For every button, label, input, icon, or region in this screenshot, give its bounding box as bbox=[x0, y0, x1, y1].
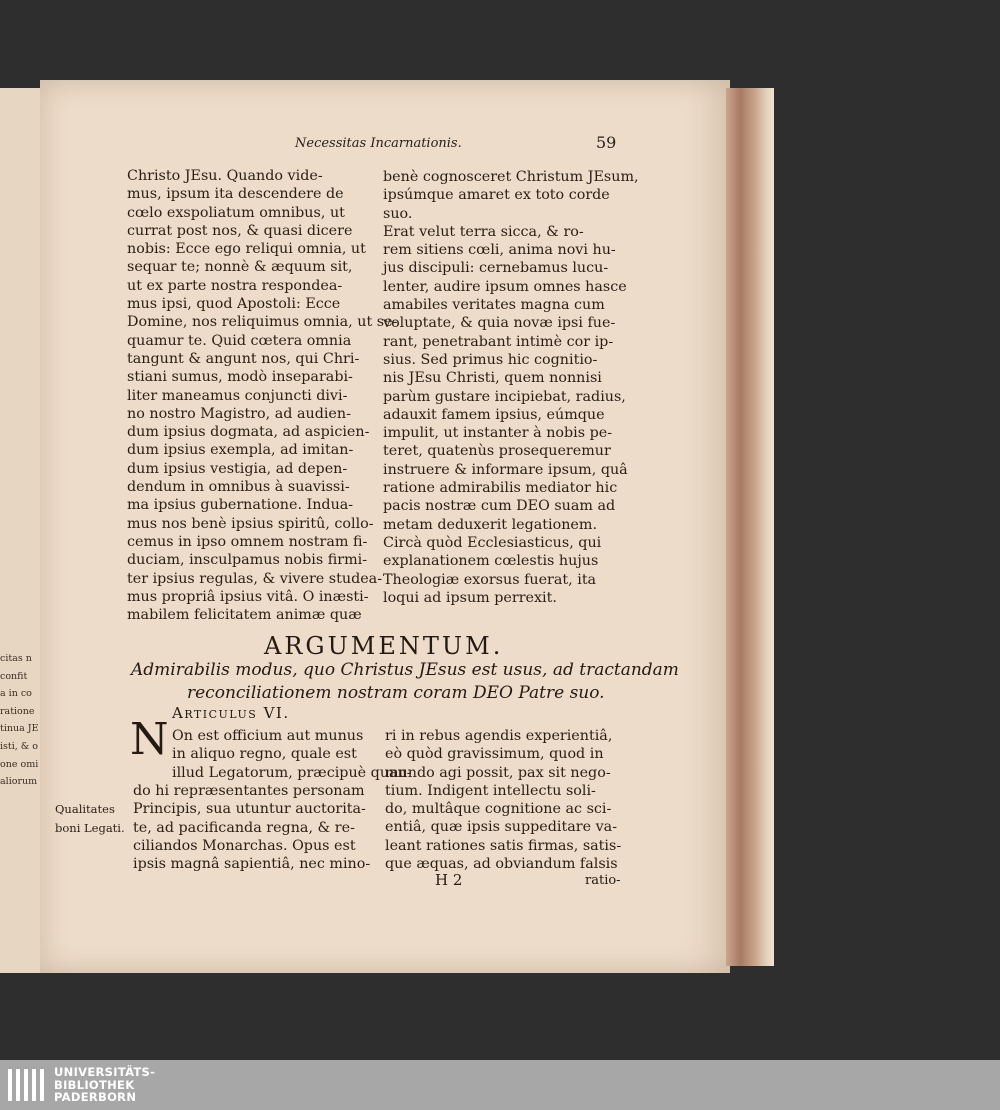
text-line: duciam, insculpamus nobis firmi- bbox=[127, 552, 368, 569]
library-line-2: BIBLIOTHEK bbox=[54, 1077, 135, 1092]
text-line: tium. Indigent intellectu soli- bbox=[385, 782, 596, 799]
text-line: eò quòd gravissimum, quod in bbox=[385, 746, 604, 763]
left-fragment-line: confit bbox=[0, 670, 28, 682]
text-line: liter maneamus conjuncti divi- bbox=[127, 387, 348, 404]
text-line: do hi repræsentantes personam bbox=[133, 783, 365, 799]
running-title: Necessitas Incarnationis. bbox=[295, 136, 462, 151]
text-line: ma ipsius gubernatione. Indua- bbox=[127, 497, 354, 514]
library-line-3: PADERBORN bbox=[54, 1090, 137, 1104]
text-line: ciliandos Monarchas. Opus est bbox=[133, 837, 356, 854]
text-line: mus, ipsum ita descendere de bbox=[127, 186, 344, 203]
text-line: Erat velut terra sicca, & ro- bbox=[383, 223, 584, 240]
library-line-1: UNIVERSITÄTS- bbox=[54, 1065, 156, 1079]
text-line: voluptate, & quia novæ ipsi fue- bbox=[383, 315, 616, 332]
text-line: in aliquo regno, quale est bbox=[172, 746, 357, 763]
text-line: Circà quòd Ecclesiasticus, qui bbox=[383, 534, 602, 551]
text-line: loqui ad ipsum perrexit. bbox=[383, 589, 557, 606]
text-line: cemus in ipso omnem nostram fi- bbox=[127, 533, 368, 550]
text-line: mus propriâ ipsius vitâ. O inæsti- bbox=[127, 588, 369, 605]
text-line: rem sitiens cœli, anima novi hu- bbox=[383, 242, 616, 259]
text-line: pacis nostræ cum DEO suam ad bbox=[383, 498, 616, 515]
text-line: sius. Sed primus hic cognitio- bbox=[383, 351, 598, 368]
text-line: parùm gustare incipiebat, radius, bbox=[383, 388, 626, 405]
text-line: explanationem cœlestis hujus bbox=[383, 553, 599, 570]
text-line: ut ex parte nostra respondea- bbox=[127, 277, 343, 294]
text-line: entiâ, quæ ipsis suppeditare va- bbox=[385, 819, 618, 836]
text-line: Theologiæ exorsus fuerat, ita bbox=[383, 571, 597, 588]
text-line: dum ipsius exempla, ad imitan- bbox=[127, 442, 354, 459]
text-line: mundo agi possit, pax sit nego- bbox=[385, 764, 611, 781]
text-line: stiani sumus, modò inseparabi- bbox=[127, 369, 353, 386]
text-line: mus ipsi, quod Apostoli: Ecce bbox=[127, 296, 341, 313]
argumentum-heading: ARGUMENTUM. bbox=[264, 632, 504, 660]
text-line: ratione admirabilis mediator hic bbox=[383, 480, 618, 497]
text-line: amabiles veritates magna cum bbox=[383, 297, 605, 314]
text-line: dendum in omnibus à suavissi- bbox=[127, 479, 350, 496]
text-line: suo. bbox=[383, 205, 413, 222]
text-line: tangunt & angunt nos, qui Chri- bbox=[127, 350, 360, 367]
article-column-left-top bbox=[172, 727, 412, 782]
page-edge bbox=[726, 88, 774, 966]
left-page-fragments bbox=[0, 650, 39, 791]
text-line: adauxit famem ipsius, eúmque bbox=[383, 406, 605, 423]
text-line: te, ad pacificanda regna, & re- bbox=[133, 819, 355, 836]
left-fragment-line: aliorum bbox=[0, 776, 38, 788]
text-line: ri in rebus agendis experientiâ, bbox=[385, 728, 613, 744]
text-line: Principis, sua utuntur auctorita- bbox=[133, 801, 366, 818]
text-line: illud Legatorum, præcipuè quan- bbox=[172, 764, 412, 781]
article-column-left bbox=[133, 782, 373, 873]
text-line: teret, quatenùs prosequeremur bbox=[383, 443, 611, 460]
text-line: Christo JEsu. Quando vide- bbox=[127, 168, 323, 184]
left-fragment-line: one omi bbox=[0, 758, 39, 770]
signature-mark: H 2 bbox=[435, 871, 463, 889]
left-fragment-line: citas n bbox=[0, 653, 32, 664]
library-footer-bar bbox=[0, 1060, 1000, 1110]
left-fragment-line: ratione bbox=[0, 705, 35, 717]
text-line: leant rationes satis firmas, satis- bbox=[385, 837, 622, 854]
text-line: impulit, ut instanter à nobis pe- bbox=[383, 425, 613, 442]
text-line: que æquas, ad obviandum falsis bbox=[385, 856, 618, 873]
margin-note-line: Qualitates bbox=[55, 802, 115, 816]
text-line: jus discipuli: cernebamus lucu- bbox=[383, 260, 609, 277]
text-line: rant, penetrabant intimè cor ip- bbox=[383, 333, 614, 350]
text-line: ter ipsius regulas, & vivere studea- bbox=[127, 570, 383, 587]
left-fragment-line: a in co bbox=[0, 688, 32, 700]
text-line: do, multâque cognitione ac sci- bbox=[385, 801, 612, 818]
text-line: Domine, nos reliquimus omnia, ut se- bbox=[127, 314, 398, 331]
text-line: benè cognosceret Christum JEsum, bbox=[383, 169, 639, 185]
page-number: 59 bbox=[596, 133, 617, 152]
text-line: ipsúmque amaret ex toto corde bbox=[383, 187, 610, 204]
drop-cap: N bbox=[130, 714, 169, 765]
library-logo-icon bbox=[6, 1065, 46, 1105]
text-column-right bbox=[383, 168, 639, 607]
text-line: nobis: Ecce ego reliqui omnia, ut bbox=[127, 241, 366, 258]
text-line: cœlo exspoliatum omnibus, ut bbox=[127, 204, 345, 221]
left-fragment-line: isti, & o bbox=[0, 740, 39, 752]
articulus-label: Articulus VI. bbox=[172, 704, 290, 722]
text-line: dum ipsius dogmata, ad aspicien- bbox=[127, 424, 370, 441]
text-line: mus nos benè ipsius spiritû, collo- bbox=[127, 515, 374, 532]
left-fragment-line: tinua JE bbox=[0, 723, 39, 735]
text-line: currat post nos, & quasi dicere bbox=[127, 222, 353, 239]
library-name bbox=[54, 1066, 155, 1104]
text-line: dum ipsius vestigia, ad depen- bbox=[127, 460, 348, 477]
margin-note bbox=[55, 800, 125, 837]
argumentum-subtitle-2: reconciliationem nostram coram DEO Patre suo. bbox=[187, 683, 605, 703]
margin-note-line: boni Legati. bbox=[55, 820, 125, 835]
catchword: ratio- bbox=[585, 873, 621, 888]
text-line: ipsis magnâ sapientiâ, nec mino- bbox=[133, 856, 371, 873]
text-line: lenter, audire ipsum omnes hasce bbox=[383, 278, 627, 295]
text-line: On est officium aut munus bbox=[172, 728, 364, 744]
left-neighbor-page bbox=[0, 88, 42, 973]
article-column-right bbox=[385, 727, 623, 873]
text-line: metam deduxerit legationem. bbox=[383, 516, 597, 533]
text-line: nis JEsu Christi, quem nonnisi bbox=[383, 370, 602, 387]
argumentum-subtitle-1: Admirabilis modus, quo Christus JEsus est usus, ad tractandam bbox=[131, 660, 679, 680]
text-line: instruere & informare ipsum, quâ bbox=[383, 461, 628, 478]
text-line: no nostro Magistro, ad audien- bbox=[127, 405, 351, 422]
text-line: quamur te. Quid cœtera omnia bbox=[127, 332, 352, 349]
text-line: mabilem felicitatem animæ quæ bbox=[127, 607, 362, 624]
text-line: sequar te; nonnè & æquum sit, bbox=[127, 259, 353, 276]
